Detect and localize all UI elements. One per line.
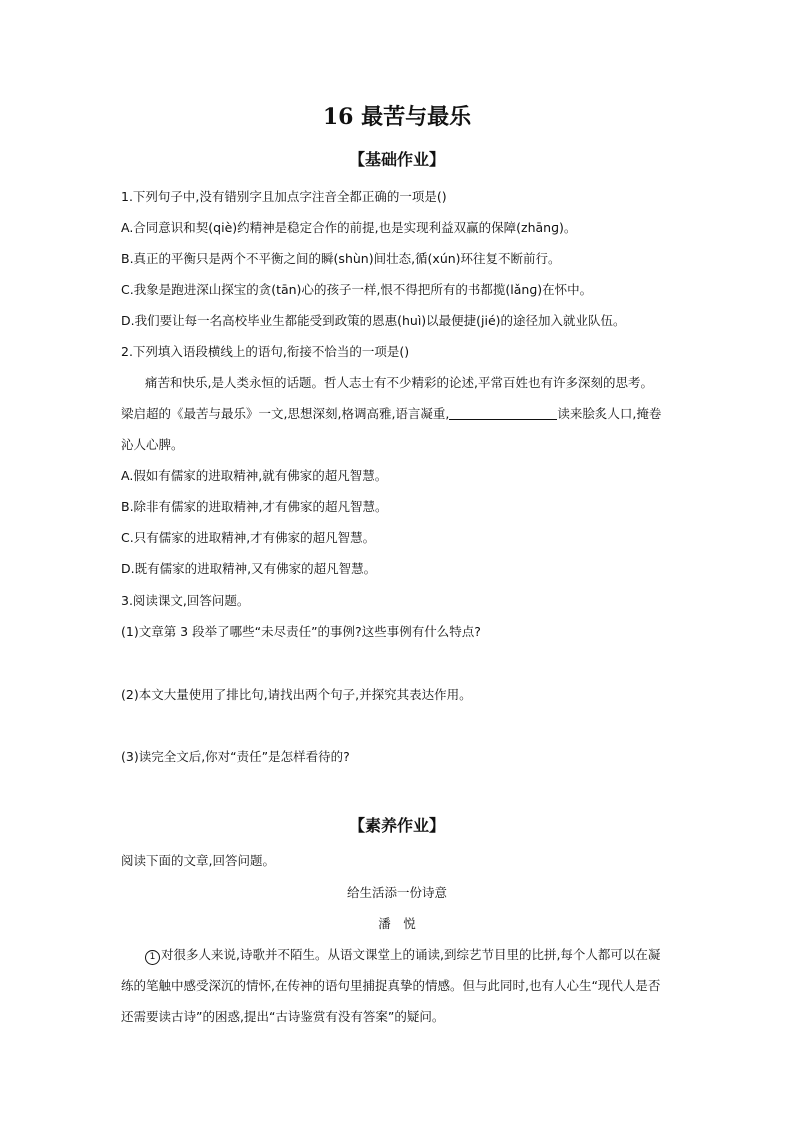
question-2-option-b: B.除非有儒家的进取精神,才有佛家的超凡智慧。 <box>121 499 388 514</box>
fill-in-blank <box>449 407 557 420</box>
question-1-option-d: D.我们要让每一名高校毕业生都能受到政策的恩惠(huì)以最便捷(jié)的途径加入就业队伍。 <box>121 313 626 328</box>
question-2-option-c: C.只有儒家的进取精神,才有佛家的超凡智慧。 <box>121 530 376 545</box>
paragraph-number: 1 <box>145 950 160 965</box>
question-2-option-d: D.既有儒家的进取精神,又有佛家的超凡智慧。 <box>121 561 377 576</box>
passage-text-after-blank: 读来脍炙人口,掩卷 <box>557 406 662 421</box>
question-2-passage-line-1: 痛苦和快乐,是人类永恒的话题。哲人志士有不少精彩的论述,平常百姓也有许多深刻的思考。 <box>145 375 653 390</box>
question-3-sub-1: (1)文章第 3 段举了哪些“未尽责任”的事例?这些事例有什么特点? <box>121 624 481 639</box>
paragraph-text: 对很多人来说,诗歌并不陌生。从语文课堂上的诵读,到综艺节目里的比拼,每个人都可以在凝 <box>161 947 661 962</box>
question-3-stem: 3.阅读课文,回答问题。 <box>121 593 250 608</box>
article-paragraph-1-line-1 <box>145 946 705 965</box>
question-2-passage-line-2 <box>121 405 681 423</box>
question-1-option-c: C.我象是跑进深山探宝的贪(tān)心的孩子一样,恨不得把所有的书都揽(lǎnɡ)在怀中。 <box>121 282 593 297</box>
question-2-passage-line-3: 沁人心脾。 <box>121 437 184 452</box>
reading-intro: 阅读下面的文章,回答问题。 <box>121 853 275 868</box>
question-2-option-a: A.假如有儒家的进取精神,就有佛家的超凡智慧。 <box>121 468 388 483</box>
question-1-option-a: A.合同意识和契(qiè)约精神是稳定合作的前提,也是实现利益双赢的保障(zhānɡ)。 <box>121 220 577 235</box>
passage-text-before-blank: 梁启超的《最苦与最乐》一文,思想深刻,格调高雅,语言凝重, <box>121 406 450 421</box>
article-paragraph-1-line-3: 还需要读古诗”的困惑,提出“古诗鉴赏有没有答案”的疑问。 <box>121 1009 445 1024</box>
question-3-sub-2: (2)本文大量使用了排比句,请找出两个句子,并探究其表达作用。 <box>121 687 472 702</box>
section-heading-literacy: 【素养作业】 <box>348 816 445 835</box>
question-2-stem: 2.下列填入语段横线上的语句,衔接不恰当的一项是() <box>121 344 410 359</box>
article-title: 给生活添一份诗意 <box>346 885 447 900</box>
article-paragraph-1-line-2: 练的笔触中感受深沉的情怀,在传神的语句里捕捉真挚的情感。但与此同时,也有人心生“现代人是否 <box>121 978 661 993</box>
article-author: 潘 悦 <box>378 916 416 931</box>
question-1-option-b: B.真正的平衡只是两个不平衡之间的瞬(shùn)间壮态,循(xún)环往复不断前行。 <box>121 251 561 266</box>
page-title: 16 最苦与最乐 <box>322 104 472 130</box>
section-heading-basic: 【基础作业】 <box>348 150 445 169</box>
question-3-sub-3: (3)读完全文后,你对“责任”是怎样看待的? <box>121 749 350 764</box>
question-1-stem: 1.下列句子中,没有错别字且加点字注音全都正确的一项是() <box>121 189 447 204</box>
